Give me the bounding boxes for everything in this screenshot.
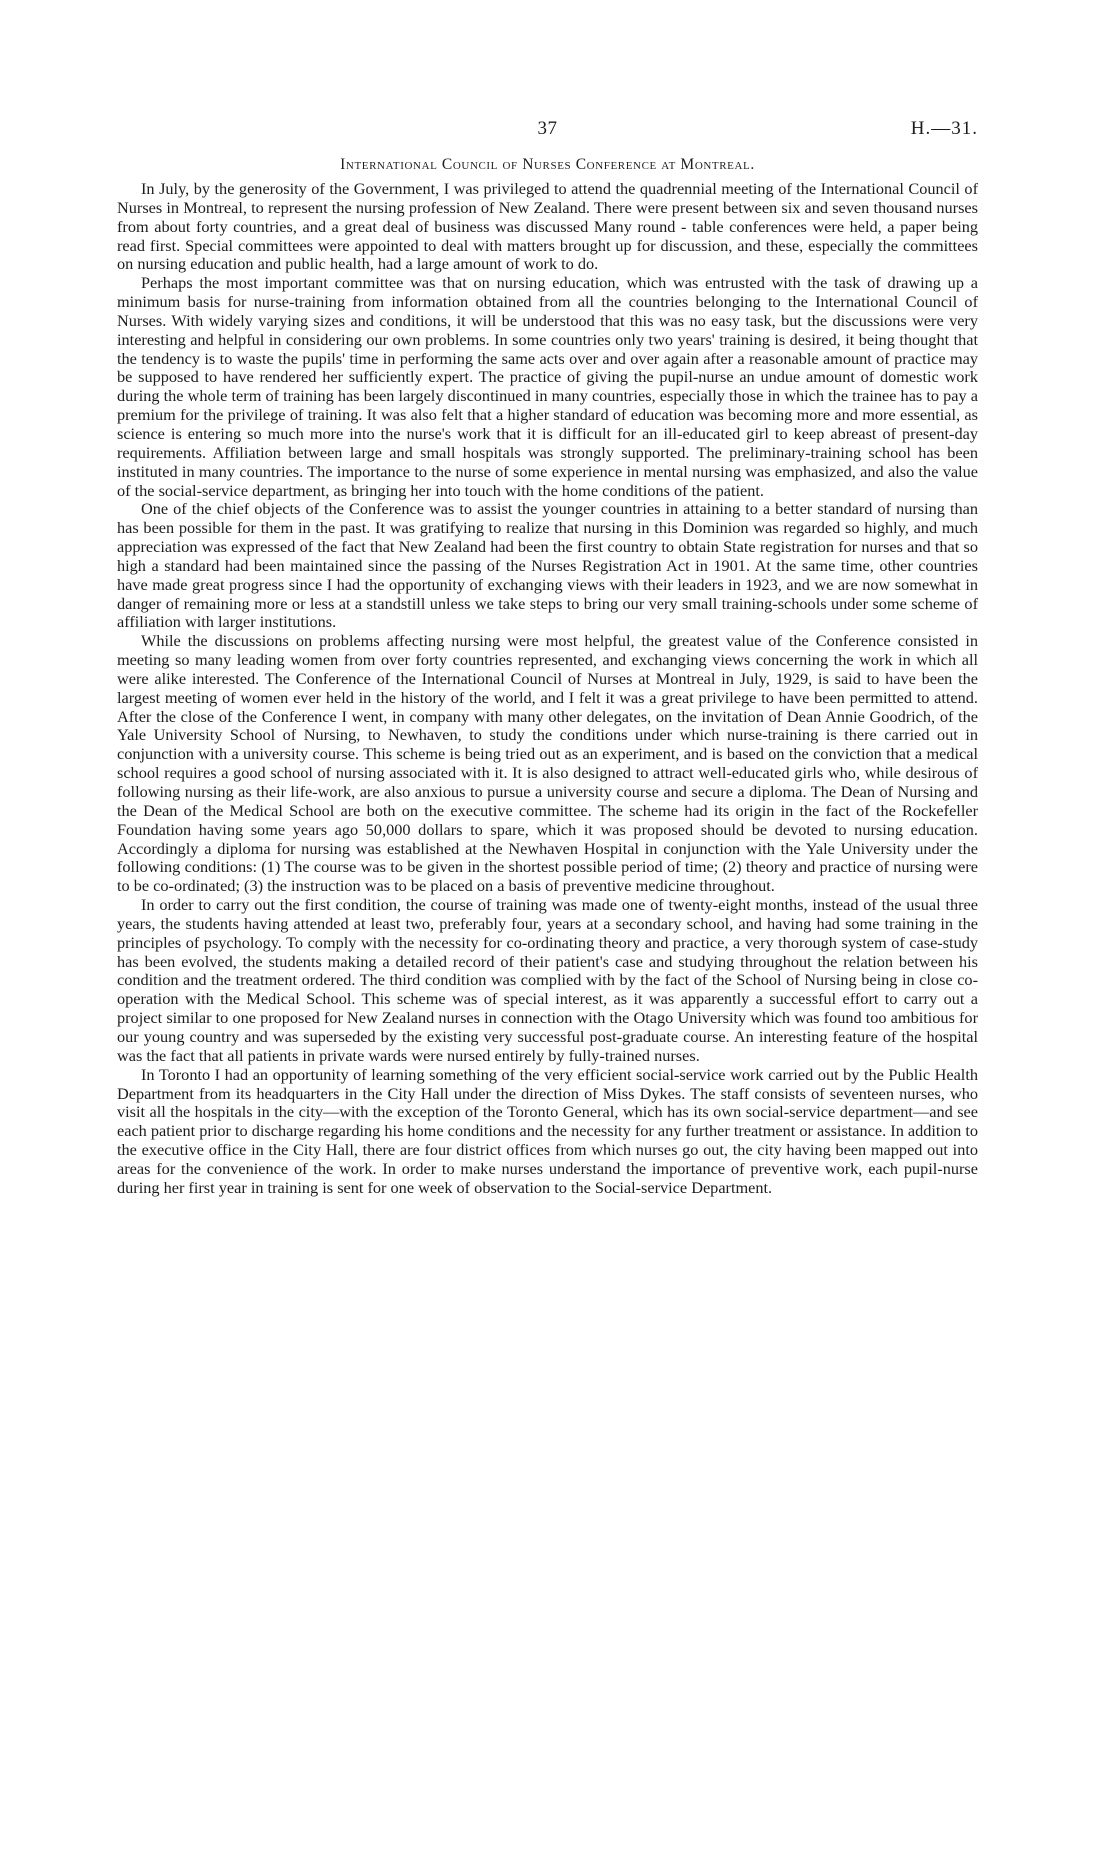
page-number: 37 [537, 118, 558, 139]
paragraph: In order to carry out the first condition, the course of training was made one of twenty-eight months, instead of the usual three years, the students having attended at least two, preferably four, years at a secondary school, and having had some training in the principles of psychology. To comply with the necessity for co-ordinating theory and practice, a very thorough system of case-study has been evolved, the students making a detailed record of their patient's case and studying throughout the relation between his condition and the treatment ordered. The third condition was complied with by the fact of the School of Nursing being in close co-operation with the Medical School. This scheme was of special interest, as it was apparently a successful effort to carry out a project similar to one proposed for New Zealand nurses in connection with the Otago University which was found too ambitious for our young country and was superseded by the existing very successful post-graduate course. An interesting feature of the hospital was the fact that all patients in private wards were nursed entirely by fully-trained nurses. [117, 895, 978, 1065]
paragraph: In July, by the generosity of the Government, I was privileged to attend the quadrennial meeting of the International Council of Nurses in Montreal, to represent the nursing profession of New Zealand. There were present between six and seven thousand nurses from about forty countries, and a great deal of business was discussed Many round - table conferences were held, a paper being read first. Special committees were appointed to deal with matters brought up for discussion, and these, especially the committees on nursing education and public health, had a large amount of work to do. [117, 179, 978, 274]
document-page [117, 118, 978, 1198]
body-text [117, 180, 978, 1198]
section-title: International Council of Nurses Conference at Montreal. [340, 156, 755, 173]
paragraph: While the discussions on problems affecting nursing were most helpful, the greatest value of the Conference consisted in meeting so many leading women from over forty countries represented, and exchanging views concerning the work in which all were alike interested. The Conference of the International Council of Nurses at Montreal in July, 1929, is said to have been the largest meeting of women ever held in the history of the world, and I felt it was a great privilege to have been permitted to attend. After the close of the Conference I went, in company with many other delegates, on the invitation of Dean Annie Goodrich, of the Yale University School of Nursing, to Newhaven, to study the conditions under which nurse-training is there carried out in conjunction with a university course. This scheme is being tried out as an experiment, and is based on the conviction that a medical school requires a good school of nursing associated with it. It is also designed to attract well-educated girls who, while desirous of following nursing as their life-work, are also anxious to pursue a university course and secure a diploma. The Dean of Nursing and the Dean of the Medical School are both on the executive committee. The scheme had its origin in the fact of the Rockefeller Foundation having some years ago 50,000 dollars to spare, which it was proposed should be devoted to nursing education. Accordingly a diploma for nursing was established at the Newhaven Hospital in conjunction with the Yale University under the following conditions: (1) The course was to be given in the shortest possible period of time; (2) theory and practice of nursing were to be co-ordinated; (3) the instruction was to be placed on a basis of preventive medicine throughout. [117, 631, 978, 896]
paragraph: Perhaps the most important committee was that on nursing education, which was entrusted with the task of drawing up a minimum basis for nurse-training from information obtained from all the countries belonging to the International Council of Nurses. With widely varying sizes and conditions, it will be understood that this was no easy task, but the discussions were very interesting and helpful in considering our own problems. In some countries only two years' training is desired, it being thought that the tendency is to waste the pupils' time in performing the same acts over and over again after a reasonable amount of practice may be supposed to have rendered her sufficiently expert. The practice of giving the pupil-nurse an undue amount of domestic work during the whole term of training has been largely discontinued in many countries, especially those in which the trainee has to pay a premium for the privilege of training. It was also felt that a higher standard of education was becoming more and more essential, as science is entering so much more into the nurse's work that it is difficult for an ill-educated girl to keep abreast of present-day requirements. Affiliation between large and small hospitals was strongly supported. The preliminary-training school has been instituted in many countries. The importance to the nurse of some experience in mental nursing was emphasized, and also the value of the social-service department, as bringing her into touch with the home conditions of the patient. [117, 273, 978, 500]
page-header [117, 118, 978, 148]
paragraph: One of the chief objects of the Conference was to assist the younger countries in attaining to a better standard of nursing than has been possible for them in the past. It was gratifying to realize that nursing in this Dominion was regarded so highly, and much appreciation was expressed of the fact that New Zealand had been the first country to obtain State registration for nurses and that so high a standard had been maintained since the passing of the Nurses Registration Act in 1901. At the same time, other countries have made great progress since I had the opportunity of exchanging views with their leaders in 1923, and we are now somewhat in danger of remaining more or less at a standstill unless we take steps to bring our very small training-schools under some scheme of affiliation with larger institutions. [117, 499, 978, 632]
paragraph: In Toronto I had an opportunity of learning something of the very efficient social-service work carried out by the Public Health Department from its headquarters in the City Hall under the direction of Miss Dykes. The staff consists of seventeen nurses, who visit all the hospitals in the city—with the exception of the Toronto General, which has its own social-service department—and see each patient prior to discharge regarding his home conditions and the necessity for any further treatment or assistance. In addition to the executive office in the City Hall, there are four district offices from which nurses go out, the city having been mapped out into areas for the convenience of the work. In order to make nurses understand the importance of preventive work, each pupil-nurse during her first year in training is sent for one week of observation to the Social-service Department. [117, 1064, 978, 1197]
document-reference: H.—31. [910, 118, 978, 139]
